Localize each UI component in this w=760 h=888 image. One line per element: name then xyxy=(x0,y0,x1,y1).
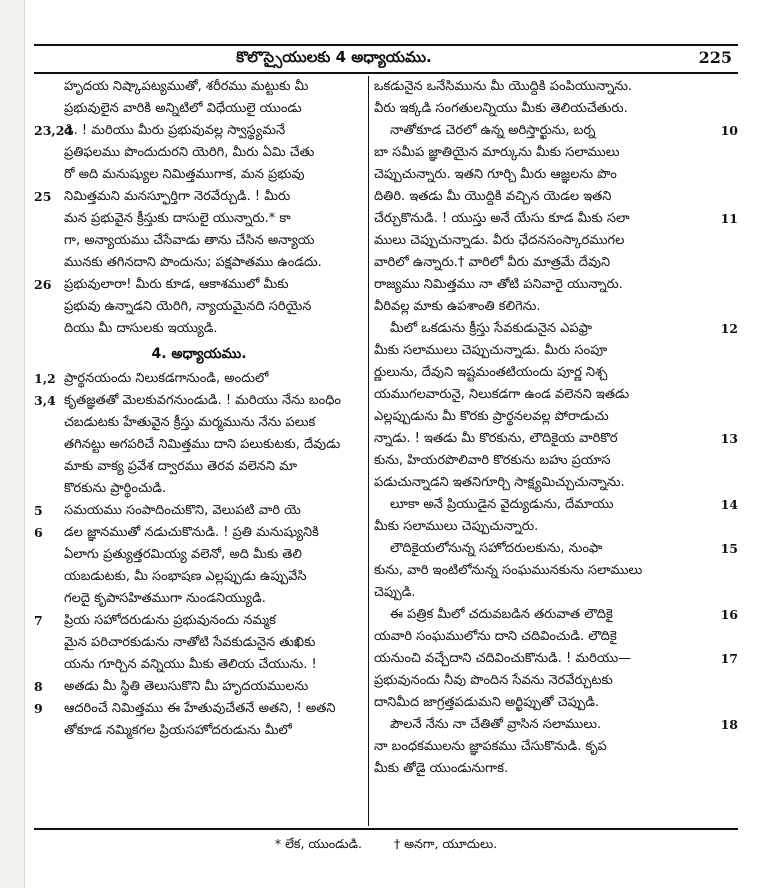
page-header xyxy=(34,44,738,74)
verse-number: 9 xyxy=(34,701,43,716)
footnotes xyxy=(34,836,738,855)
verse-text: దానిమీద జాగ్రత్తపడుమని అర్ఖిప్పుతో చెప్పుడి. xyxy=(374,695,600,710)
text-line xyxy=(34,632,364,654)
text-line xyxy=(34,318,364,340)
verse-text: ప్రభువులైన వారికి అన్నిటిలో విధేయులై యుండు xyxy=(64,101,302,116)
verse-text: మీలో ఒకడును క్రీస్తు సేవకుడునైన ఎపఫ్రా xyxy=(390,321,593,336)
verse-number: 8 xyxy=(34,679,43,694)
text-line xyxy=(34,98,364,120)
verse-text: ఈ పత్రిక మీలో చదువబడిన తరువాత లౌదికై xyxy=(390,607,613,622)
verse-number: 16 xyxy=(720,607,738,622)
verse-text: ప్రభువునందు నీవు పొందిన సేవను నెరవేర్చుటకు xyxy=(374,673,613,688)
verse-text: వీరివల్ల మాకు ఉపశాంతి కలిగెను. xyxy=(374,299,541,314)
text-line xyxy=(372,230,738,252)
text-line xyxy=(372,296,738,318)
text-line xyxy=(372,98,738,120)
verse-text: వీరు ఇక్కడి సంగతులన్నియు మీకు తెలియచేతురు. xyxy=(374,101,628,116)
right-column xyxy=(372,76,738,824)
text-line xyxy=(34,566,364,588)
text-line xyxy=(372,274,738,296)
verse-number: 12 xyxy=(720,321,738,336)
text-line xyxy=(34,544,364,566)
verse-text: చెప్పుచున్నారు. ఇతని గూర్చి మీరు ఆజ్ఞలను పొం xyxy=(374,167,617,182)
page-title: కొలొస్సైయులకు 4 అధ్యాయము. xyxy=(236,48,432,66)
verse-text: యబడుటకు, మీ సంభాషణ ఎల్లప్పుడు ఉప్పువేసి xyxy=(64,569,307,584)
text-line xyxy=(372,692,738,714)
verse-text: ప్రార్థనయందు నిలుకడగానుండి, అందులో xyxy=(64,371,269,386)
verse-number: 18 xyxy=(720,717,738,732)
text-line xyxy=(34,610,364,632)
text-line xyxy=(34,274,364,296)
verse-text: వారిలో ఉన్నారు.† వారిలో వీరు మాత్రమే దేవుని xyxy=(374,255,611,270)
text-line xyxy=(372,164,738,186)
text-line xyxy=(372,384,738,406)
verse-text: డి. ! మరియు మీరు ప్రభువువల్ల స్వాస్థ్యమనే xyxy=(64,123,286,138)
verse-text: మన ప్రభువైన క్రీస్తుకు దాసులై యున్నారు.* కా xyxy=(64,211,291,226)
verse-text: తోకూడ నమ్మికగల ప్రియసహోదరుడును మీలో xyxy=(64,723,292,738)
verse-text: యనుంచి వచ్చేదాని చదివించుకొనుడి. ! మరియు— xyxy=(374,651,632,666)
verse-text: ములు చెప్పుచున్నాడు. వీరు ఛేదనసంస్కారముగల xyxy=(374,233,625,248)
verse-text: మునకు తగినదాని పొందును; పక్షపాతము ఉండదు. xyxy=(64,255,322,270)
verse-text: రాజ్యము నిమిత్తము నా తోటి పనివారై యున్నారు. xyxy=(374,277,623,292)
text-line xyxy=(34,230,364,252)
verse-number: 23,24 xyxy=(34,123,74,138)
text-line xyxy=(372,604,738,626)
verse-text: యను గూర్చిన వన్నియు మీకు తెలియ చేయును. ! xyxy=(64,657,317,672)
text-line xyxy=(34,142,364,164)
footnote: * లేక, యుండుడి. xyxy=(274,836,362,851)
text-line xyxy=(34,368,364,390)
verse-text: న్నాడు. ! ఇతడు మీ కొరకును, లౌదికైయ వారికొర xyxy=(374,431,618,446)
left-column xyxy=(34,76,364,824)
verse-number: 1,2 xyxy=(34,371,56,386)
text-line xyxy=(34,654,364,676)
verse-number: 10 xyxy=(720,123,738,138)
chapter-heading: 4. అధ్యాయము. xyxy=(151,346,247,362)
text-line xyxy=(34,390,364,412)
text-line xyxy=(372,406,738,428)
text-line xyxy=(372,362,738,384)
text-line xyxy=(34,500,364,522)
verse-text: నాతోకూడ చెరలో ఉన్న అరిస్తార్ఖును, బర్న xyxy=(390,123,596,138)
text-line xyxy=(34,208,364,230)
text-line xyxy=(372,582,738,604)
text-line xyxy=(34,296,364,318)
verse-text: పడుచున్నాడని ఇతనిగూర్చి సాక్ష్యమిచ్చుచున్నాను. xyxy=(374,475,625,490)
text-line xyxy=(372,560,738,582)
verse-text: లూకా అనే ప్రియుడైన వైద్యుడును, దేమాయు xyxy=(390,497,614,512)
verse-text: హృదయ నిష్కాపట్యముతో, శరీరము మట్టుకు మీ xyxy=(64,79,309,94)
verse-text: దియు మీ దాసులకు ఇయ్యుడి. xyxy=(64,321,218,336)
verse-number: 3,4 xyxy=(34,393,56,408)
verse-number: 5 xyxy=(34,503,43,518)
text-line xyxy=(34,478,364,500)
text-line xyxy=(34,412,364,434)
text-line xyxy=(372,736,738,758)
text-line xyxy=(372,516,738,538)
text-line xyxy=(34,252,364,274)
verse-text: నా బంధకములను జ్ఞాపకము చేసుకొనుడి. కృప xyxy=(374,739,607,754)
verse-text: ర్ణులును, దేవుని ఇష్టమంతటియందు పూర్ణ నిశ్చ xyxy=(374,365,608,380)
verse-text: డల జ్ఞానముతో నడుచుకొనుడి. ! ప్రతి మనుష్యునికి xyxy=(64,525,319,540)
text-line xyxy=(372,318,738,340)
verse-text: కును, వారి ఇంటిలోనున్న సంఘమునకును సలాములు xyxy=(374,563,643,578)
column-divider xyxy=(368,76,369,826)
verse-text: మీకు తోడై యుండునుగాక. xyxy=(374,761,509,776)
footnote: † అనగా, యూదులు. xyxy=(393,836,498,851)
verse-text: ఏలాగు ప్రత్యుత్తరమియ్య వలెనో, అది మీకు తెలి xyxy=(64,547,302,562)
text-line xyxy=(372,714,738,736)
text-line xyxy=(34,76,364,98)
verse-text: యవారి సంఘములోను దాని చదివించుడి. లౌదికై xyxy=(374,629,617,644)
verse-text: కొరకును ప్రార్థించుడి. xyxy=(64,481,167,496)
verse-text: దితిరి. ఇతడు మీ యొద్దికి వచ్చిన యెడల ఇతని xyxy=(374,189,612,204)
text-line xyxy=(372,252,738,274)
verse-text: తగినట్టు అగపరిచే నిమిత్తము దాని పలుకుటకు, దేవుడు xyxy=(64,437,341,452)
verse-text: చేర్చుకొనుడి. ! యుస్తు అనే యేసు కూడ మీకు సలా xyxy=(374,211,630,226)
verse-text: ఎల్లప్పుడును మీ కొరకు ప్రార్థనలవల్ల పోరాడుచు xyxy=(374,409,609,424)
text-line xyxy=(34,434,364,456)
text-line xyxy=(372,120,738,142)
text-line xyxy=(372,648,738,670)
text-line xyxy=(372,428,738,450)
verse-number: 25 xyxy=(34,189,52,204)
text-line xyxy=(372,186,738,208)
text-line xyxy=(34,676,364,698)
verse-text: చబడుటకు హేతువైన క్రీస్తు మర్మమును నేను పలుక xyxy=(64,415,316,430)
text-line xyxy=(372,340,738,362)
verse-number: 14 xyxy=(720,497,738,512)
footnote-divider xyxy=(34,828,738,830)
text-line xyxy=(34,588,364,610)
verse-text: కును, హియరపొలివారి కొరకును బహు ప్రయాస xyxy=(374,453,611,468)
text-line xyxy=(34,456,364,478)
verse-text: మీకు సలాములు చెప్పుచున్నాడు. మీరు సంపూ xyxy=(374,343,608,358)
verse-number: 6 xyxy=(34,525,43,540)
verse-text: పౌలనే నేను నా చేతితో వ్రాసిన సలాములు. xyxy=(390,717,602,732)
text-line xyxy=(372,472,738,494)
verse-number: 11 xyxy=(720,211,738,226)
verse-text: అతడు మీ స్థితి తెలుసుకొని మీ హృదయములను xyxy=(64,679,309,694)
text-line xyxy=(34,698,364,720)
verse-text: మైన పరిచారకుడును నాతోటి సేవకుడునైన తుఖికు xyxy=(64,635,316,650)
text-line xyxy=(34,720,364,742)
page-number: 225 xyxy=(698,48,732,67)
text-line xyxy=(372,626,738,648)
verse-text: గా, అన్యాయము చేసేవాడు తాను చేసిన అన్యాయ xyxy=(64,233,315,248)
verse-text: ప్రతిఫలము పొందుదురని యెరిగి, మీరు ఏమి చేతు xyxy=(64,145,315,160)
text-line xyxy=(372,758,738,780)
text-line xyxy=(372,76,738,98)
verse-number: 13 xyxy=(720,431,738,446)
text-line xyxy=(372,494,738,516)
text-line xyxy=(34,186,364,208)
text-line xyxy=(34,120,364,142)
text-line xyxy=(372,450,738,472)
verse-text: ప్రియ సహోదరుడును ప్రభువునందు నమ్మక xyxy=(64,613,276,628)
verse-text: సమయము సంపాదించుకొని, వెలుపటి వారి యె xyxy=(64,503,301,518)
verse-text: గలదై కృపాసహితముగా నుండనియ్యుడి. xyxy=(64,591,266,606)
verse-text: రో అది మనుష్యుల నిమిత్తముగాక, మన ప్రభువు xyxy=(64,167,305,182)
text-line xyxy=(372,670,738,692)
verse-text: బా సమీప జ్ఞాతియైన మార్కును మీకు సలాములు xyxy=(374,145,620,160)
text-line xyxy=(372,142,738,164)
verse-text: ఒకడునైన ఒనేసిమును మీ యొద్దికి పంపియున్నాను. xyxy=(374,79,633,94)
verse-text: చెప్పుడి. xyxy=(374,585,416,600)
verse-text: ప్రభువు ఉన్నాడని యెరిగి, న్యాయమైనది సరియైన xyxy=(64,299,312,314)
verse-text: మీకు సలాములు చెప్పుచున్నారు. xyxy=(374,519,539,534)
text-line xyxy=(34,522,364,544)
verse-number: 26 xyxy=(34,277,52,292)
adjacent-page-edge xyxy=(0,0,25,888)
verse-number: 15 xyxy=(720,541,738,556)
verse-text: ప్రభువులారా! మీరు కూడ, ఆకాశములో మీకు xyxy=(64,277,289,292)
text-line xyxy=(372,538,738,560)
verse-number: 17 xyxy=(720,651,738,666)
verse-text: నిమిత్తమని మనస్ఫూర్తిగా నెరవేర్చుడి. ! మీరు xyxy=(64,189,291,204)
text-line xyxy=(372,208,738,230)
verse-text: లౌదికైయలోనున్న సహోదరులకును, నుంఫా xyxy=(390,541,603,556)
verse-text: మాకు వాక్య ప్రవేశ ద్వారము తెరవ వలెనని మా xyxy=(64,459,298,474)
verse-text: యముగలవారునై, నిలుకడగా ఉండ వలెనని ఇతడు xyxy=(374,387,630,402)
verse-text: ఆదరించే నిమిత్తము ఈ హేతువుచేతనే అతని, ! అతని xyxy=(64,701,336,716)
verse-text: కృతజ్ఞతతో మెలకువగనుండుడి. ! మరియు నేను బంధిం xyxy=(64,393,341,408)
verse-number: 7 xyxy=(34,613,43,628)
text-line xyxy=(34,164,364,186)
